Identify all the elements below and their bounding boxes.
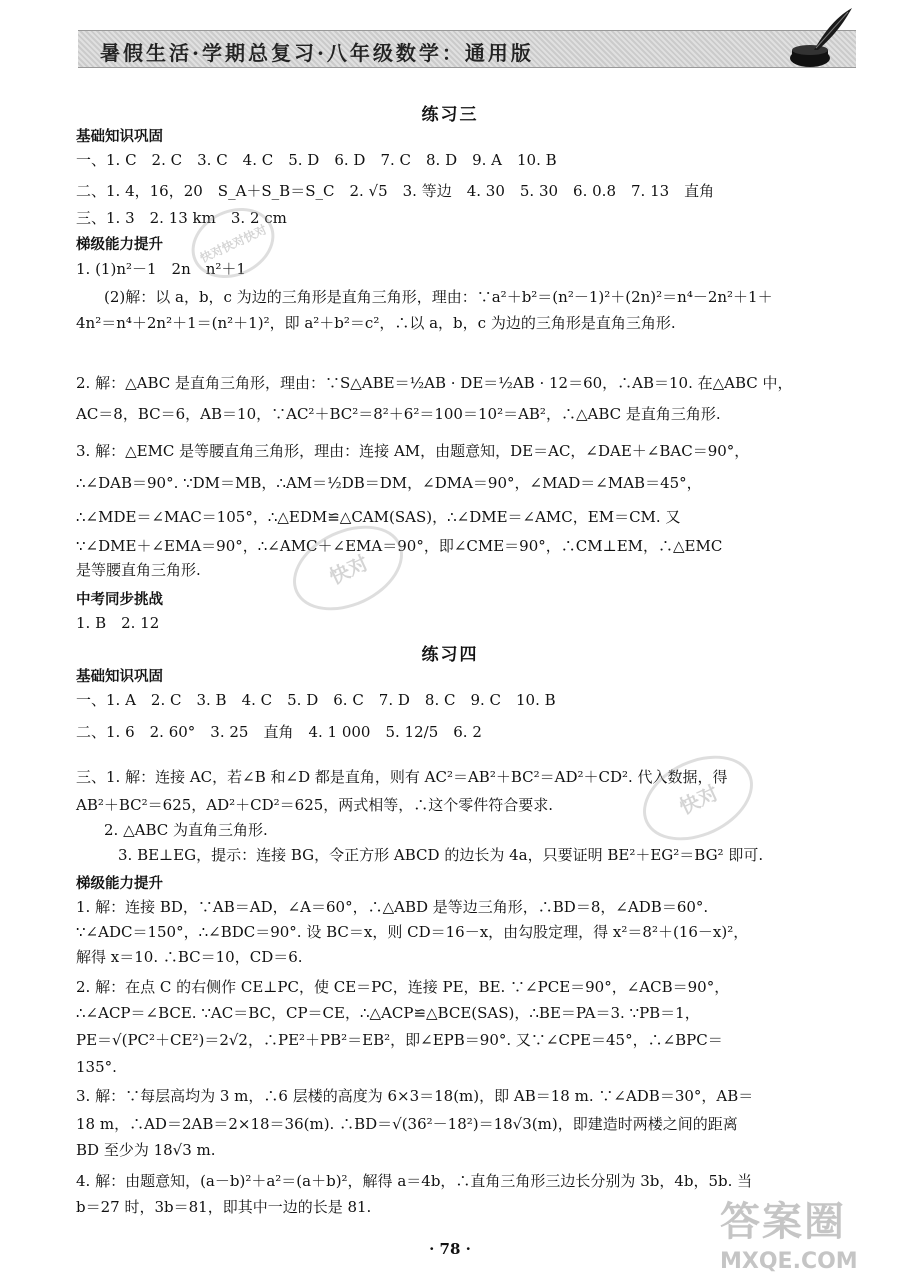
- subheading-advanced-4: 梯级能力提升: [76, 876, 163, 892]
- answer-line: 2. 解：在点 C 的右侧作 CE⊥PC，使 CE＝PC，连接 PE，BE. ∵∠PCE＝90°，∠ACB＝90°，: [76, 978, 730, 996]
- answer-line: ∴∠DAB＝90°. ∵DM＝MB，∴AM＝½DB＝DM，∠DMA＝90°，∠MAD＝∠MAB＝45°，: [76, 474, 702, 492]
- answer-line: 18 m，∴AD＝2AB＝2×18＝36(m). ∴BD＝√(36²－18²)＝18√3(m)，即建造时两楼之间的距离: [76, 1115, 738, 1133]
- watermark-logo-text: 答案圈: [720, 1199, 846, 1245]
- answer-line: 一、1. A 2. C 3. B 4. C 5. D 6. C 7. D 8. C 9. C 10. B: [76, 691, 556, 709]
- answer-line: PE＝√(PC²＋CE²)＝2√2，∴PE²＋PB²＝EB²，即∠EPB＝90°. 又∵∠CPE＝45°，∴∠BPC＝: [76, 1031, 723, 1049]
- answer-line: 三、1. 3 2. 13 km 3. 2 cm: [76, 209, 287, 227]
- watermark-logo: [720, 1190, 890, 1280]
- answer-line: 2. 解：△ABC 是直角三角形，理由：∵S△ABE＝½AB · DE＝½AB · 12＝60，∴AB＝10. 在△ABC 中，: [76, 374, 793, 392]
- answer-line: BD 至少为 18√3 m.: [76, 1141, 216, 1159]
- watermark-stamp: 快对: [279, 509, 416, 627]
- answer-line: 是等腰直角三角形.: [76, 561, 201, 579]
- answer-line: 4n²＝n⁴＋2n²＋1＝(n²＋1)²，即 a²＋b²＝c²，∴以 a，b，c 为边的三角形是直角三角形.: [76, 314, 676, 332]
- answer-line: b＝27 时，3b＝81，即其中一边的长是 81.: [76, 1198, 372, 1216]
- page-number: · 78 ·: [429, 1240, 471, 1258]
- answer-line: 一、1. C 2. C 3. C 4. C 5. D 6. D 7. C 8. D 9. A 10. B: [76, 151, 557, 169]
- watermark-stamp: 快对快对快对: [180, 195, 286, 291]
- answer-line: 解得 x＝10. ∴BC＝10，CD＝6.: [76, 948, 303, 966]
- answer-line: (2)解：以 a，b，c 为边的三角形是直角三角形，理由：∵a²＋b²＝(n²－1)²＋(2n)²＝n⁴－2n²＋1＋: [104, 288, 773, 306]
- quill-ink-icon: [786, 6, 854, 70]
- answer-line: 1. 解：连接 BD，∵AB＝AD，∠A＝60°，∴△ABD 是等边三角形，∴BD＝8，∠ADB＝60°.: [76, 898, 709, 916]
- section-title-4: 练习四: [421, 645, 479, 665]
- answer-line: AC＝8，BC＝6，AB＝10，∵AC²＋BC²＝8²＋6²＝100＝10²＝AB²，∴△ABC 是直角三角形.: [76, 405, 721, 423]
- section-title-3: 练习三: [421, 105, 479, 125]
- subheading-advanced-3: 梯级能力提升: [76, 237, 163, 253]
- answer-line: 3. 解：∵每层高均为 3 m，∴6 层楼的高度为 6×3＝18(m)，即 AB＝18 m. ∵∠ADB＝30°，AB＝: [76, 1087, 754, 1105]
- subheading-exam-3: 中考同步挑战: [76, 592, 163, 608]
- answer-line: ∴∠MDE＝∠MAC＝105°，∴△EDM≌△CAM(SAS)，∴∠DME＝∠AMC，EM＝CM. 又: [76, 508, 681, 526]
- answer-line: 135°.: [76, 1058, 117, 1076]
- watermark-logo-url: MXQE.COM: [720, 1249, 858, 1274]
- answer-line: 4. 解：由题意知，(a－b)²＋a²＝(a＋b)²，解得 a＝4b，∴直角三角形三边长分别为 3b，4b，5b. 当: [76, 1172, 753, 1190]
- answer-line: 3. 解：△EMC 是等腰直角三角形，理由：连接 AM，由题意知，DE＝AC，∠DAE＋∠BAC＝90°，: [76, 442, 750, 460]
- subheading-basic-4: 基础知识巩固: [76, 669, 163, 685]
- answer-line: 1. B 2. 12: [76, 614, 160, 632]
- answer-line: ∴∠ACP＝∠BCE. ∵AC＝BC，CP＝CE，∴△ACP≌△BCE(SAS)，∴BE＝PA＝3. ∵PB＝1，: [76, 1004, 700, 1022]
- watermark-stamp: 快对: [629, 739, 766, 857]
- answer-line: 1. (1)n²－1 2n n²＋1: [76, 260, 246, 278]
- answer-line: ∵∠DME＋∠EMA＝90°，∴∠AMC＋∠EMA＝90°，即∠CME＝90°，∴CM⊥EM，∴△EMC: [76, 537, 723, 555]
- subheading-basic-3: 基础知识巩固: [76, 129, 163, 145]
- answer-line: 三、1. 解：连接 AC，若∠B 和∠D 都是直角，则有 AC²＝AB²＋BC²＝AD²＋CD². 代入数据，得: [76, 768, 728, 786]
- answer-line: 2. △ABC 为直角三角形.: [104, 821, 268, 839]
- answer-line: AB²＋BC²＝625，AD²＋CD²＝625，两式相等，∴这个零件符合要求.: [76, 796, 554, 814]
- answer-line: 二、1. 6 2. 60° 3. 25 直角 4. 1 000 5. 12/5 6. 2: [76, 723, 482, 741]
- answer-line: 3. BE⊥EG，提示：连接 BG，令正方形 ABCD 的边长为 4a，只要证明 BE²＋EG²＝BG² 即可.: [118, 846, 764, 864]
- header-title: 暑假生活·学期总复习·八年级数学：通用版: [100, 41, 534, 65]
- answer-line: 二、1. 4，16，20 S_A＋S_B＝S_C 2. √5 3. 等边 4. 30 5. 30 6. 0.8 7. 13 直角: [76, 182, 715, 200]
- answer-line: ∵∠ADC＝150°，∴∠BDC＝90°. 设 BC＝x，则 CD＝16－x，由勾股定理，得 x²＝8²＋(16－x)²，: [76, 923, 749, 941]
